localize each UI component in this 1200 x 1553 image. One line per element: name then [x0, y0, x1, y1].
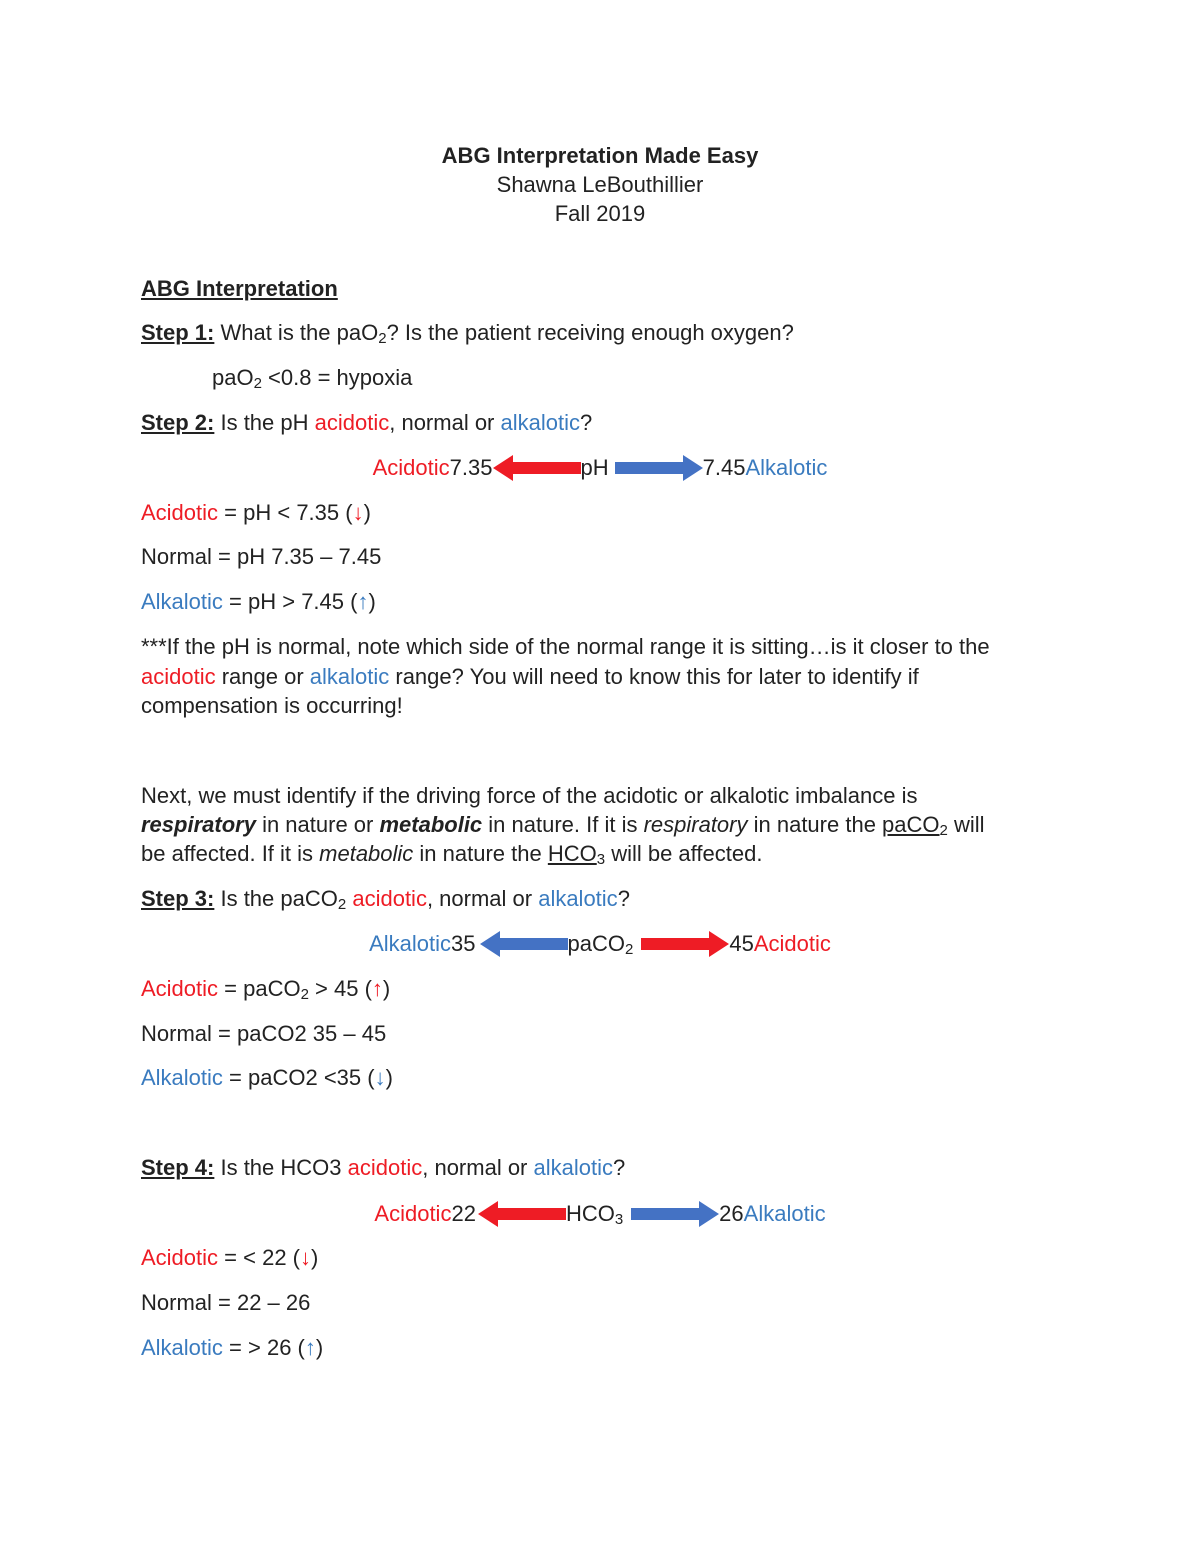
blue-right-arrow-icon	[631, 1201, 719, 1227]
document-title: ABG Interpretation Made Easy	[441, 143, 759, 168]
ph-acidotic-rule: Acidotic = pH < 7.35 (↓)	[141, 500, 371, 525]
driving-line-1: Next, we must identify if the driving force of the acidotic or alkalotic imbalance is	[141, 783, 918, 808]
red-right-arrow-icon	[641, 931, 729, 957]
up-arrow-icon: ↑	[357, 589, 369, 614]
note-line-1: ***If the pH is normal, note which side of the normal range it is sitting…is it closer to the	[141, 634, 990, 659]
term: Fall 2019	[554, 201, 646, 226]
step2-question: Step 2: Is the pH acidotic, normal or alkalotic?	[141, 410, 593, 435]
hco3-scale: Acidotic 22 $HCO_3$ 26 Alkalotic	[374, 1201, 826, 1228]
note-line-2: acidotic range or alkalotic range? You will need to know this for later to identify if	[141, 664, 919, 689]
down-arrow-icon: ↓	[352, 500, 364, 525]
step3-question: Step 3: Is the paCO$_2$ acidotic, normal or alkalotic?	[141, 886, 630, 913]
ph-normal-rule: Normal = pH 7.35 – 7.45	[141, 544, 382, 569]
section-heading: ABG Interpretation	[141, 276, 338, 301]
red-left-arrow-icon	[493, 455, 581, 481]
up-arrow-icon: ↑	[371, 976, 383, 1001]
hco3-alkalotic-rule: Alkalotic = > 26 (↑)	[141, 1335, 324, 1360]
step3-label: Step 3:	[141, 886, 215, 911]
step4-question: Step 4: Is the HCO3 acidotic, normal or alkalotic?	[141, 1155, 626, 1180]
hco3-acidotic-rule: Acidotic = < 22 (↓)	[141, 1245, 319, 1270]
blue-left-arrow-icon	[480, 931, 568, 957]
red-left-arrow-icon	[478, 1201, 566, 1227]
step1-question: Step 1: What is the paO$_2$? Is the patient receiving enough oxygen?	[141, 320, 794, 347]
step4-label: Step 4:	[141, 1155, 215, 1180]
paco2-normal-rule: Normal = paCO2 35 – 45	[141, 1021, 387, 1046]
blue-right-arrow-icon	[615, 455, 703, 481]
hco3-normal-rule: Normal = 22 – 26	[141, 1290, 311, 1315]
step1-label: Step 1:	[141, 320, 215, 345]
down-arrow-icon: ↓	[374, 1065, 386, 1090]
ph-alkalotic-rule: Alkalotic = pH > 7.45 (↑)	[141, 589, 376, 614]
step2-label: Step 2:	[141, 410, 215, 435]
paco2-alkalotic-rule: Alkalotic = paCO2 <35 (↓)	[141, 1065, 393, 1090]
note-line-3: compensation is occurring!	[141, 693, 403, 718]
author: Shawna LeBouthillier	[496, 172, 704, 197]
driving-line-2: respiratory in nature or metabolic in nature. If it is respiratory in nature the paCO$_2$ will	[141, 812, 985, 839]
paco2-acidotic-rule: Acidotic = paCO$_2$ > 45 (↑)	[141, 976, 391, 1003]
up-arrow-icon: ↑	[304, 1335, 316, 1360]
down-arrow-icon: ↓	[300, 1245, 311, 1270]
driving-line-3: be affected. If it is metabolic in nature the $HCO_3$ will be affected.	[141, 841, 763, 868]
paco2-scale: Alkalotic 35 paCO$_2$ 45 Acidotic	[369, 931, 831, 958]
hypoxia-rule: paO$_2$ <0.8 = hypoxia	[212, 365, 413, 392]
ph-scale: Acidotic 7.35 pH 7.45 Alkalotic	[372, 455, 828, 480]
